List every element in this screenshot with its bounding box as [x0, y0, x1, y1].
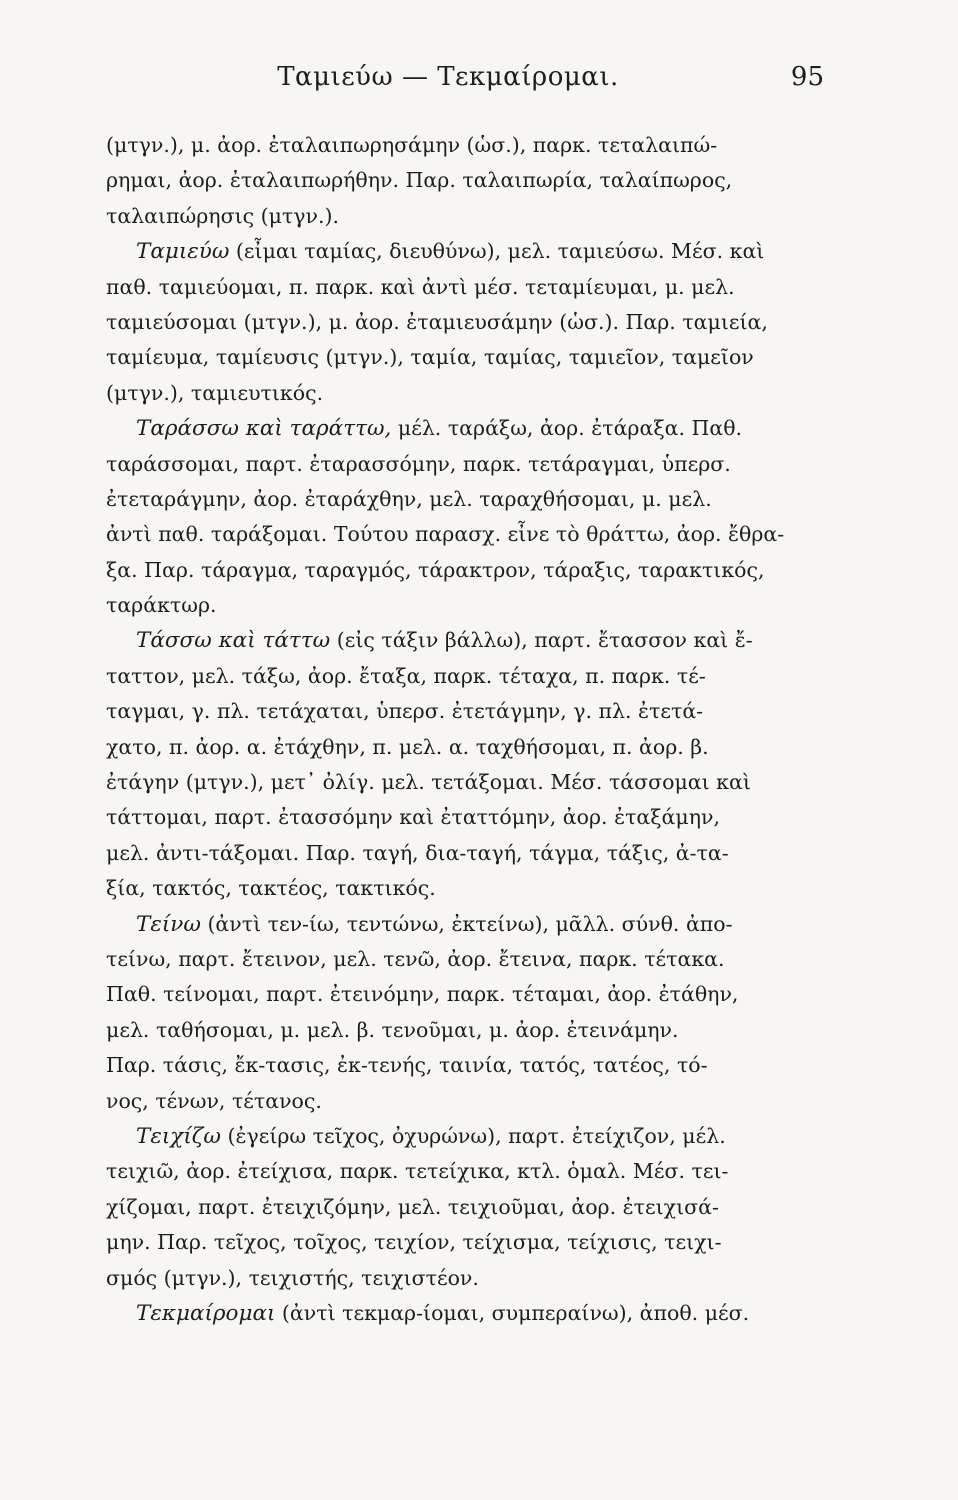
text-line: [106, 836, 790, 871]
text-line: [106, 447, 790, 482]
line-text: ταλαιπώρησις (μτγν.).: [106, 203, 340, 228]
line-text: μελ. ἀντι-τάξομαι. Παρ. ταγή, δια-ταγή, τάγμα, τάξις, ἀ-τα-: [106, 840, 729, 865]
line-text: Παθ. τείνομαι, παρτ. ἐτεινόμην, παρκ. τέταμαι, ἀορ. ἐτάθην,: [106, 982, 739, 1007]
text-line: [106, 1154, 790, 1189]
line-text: μελ. ταθήσομαι, μ. μελ. β. τενοῦμαι, μ. ἀορ. ἐτεινάμην.: [106, 1017, 679, 1042]
text-line: [106, 1296, 790, 1331]
text-line: [106, 800, 790, 835]
line-text: μην. Παρ. τεῖχος, τοῖχος, τειχίον, τείχισμα, τείχισις, τειχι-: [106, 1230, 722, 1255]
text-line: [106, 765, 790, 800]
line-text: ἀντὶ παθ. ταράξομαι. Τούτου παρασχ. εἶνε τὸ θράττω, ἀορ. ἔθρα-: [106, 522, 785, 547]
text-line: [106, 376, 790, 411]
text-line: [106, 588, 790, 623]
line-text: ταράσσομαι, παρτ. ἐταρασσόμην, παρκ. τετάραγμαι, ὑπερσ.: [106, 451, 731, 476]
entry-headword: Τάσσω καὶ τάττω: [136, 628, 331, 654]
entry-headword: Τείνω: [136, 911, 201, 937]
line-text: ἐτεταράγμην, ἀορ. ἐταράχθην, μελ. ταραχθήσομαι, μ. μελ.: [106, 486, 712, 511]
text-line: [106, 694, 790, 729]
text-line: [106, 128, 790, 163]
dictionary-text: [106, 128, 790, 1331]
text-line: [106, 1013, 790, 1048]
line-text: νος, τένων, τέτανος.: [106, 1088, 322, 1113]
text-line: [106, 517, 790, 552]
text-line: [106, 163, 790, 198]
text-line: [106, 907, 790, 942]
line-text: σμός (μτγν.), τειχιστής, τειχιστέον.: [106, 1265, 479, 1290]
line-text: ξία, τακτός, τακτέος, τακτικός.: [106, 876, 436, 901]
line-text: ταράκτωρ.: [106, 593, 217, 618]
text-line: [106, 871, 790, 906]
line-text: ξα. Παρ. τάραγμα, ταραγμός, τάρακτρον, τάραξις, ταρακτικός,: [106, 557, 765, 582]
line-text: ταγμαι, γ. πλ. τετάχαται, ὑπερσ. ἐτετάγμην, γ. πλ. ἐτετά-: [106, 699, 704, 724]
text-line: [106, 1084, 790, 1119]
text-line: [106, 1225, 790, 1260]
line-text: (μτγν.), μ. ἀορ. ἐταλαιπωρησάμην (ὡσ.), παρκ. τεταλαιπώ-: [106, 133, 718, 157]
line-text: τειχιῶ, ἀορ. ἐτείχισα, παρκ. τετείχικα, κτλ. ὁμαλ. Μέσ. τει-: [106, 1159, 729, 1184]
text-line: [106, 977, 790, 1012]
text-line: [106, 1190, 790, 1225]
entry-headword: Ταμιεύω: [136, 239, 230, 265]
text-line: [106, 1119, 790, 1154]
line-text: (εἰς τάξιν βάλλω), παρτ. ἔτασσον καὶ ἔ-: [330, 628, 753, 653]
entry-headword: Τεκμαίρομαι: [136, 1300, 276, 1326]
text-line: [106, 270, 790, 305]
entry-headword: Τειχίζω: [136, 1123, 221, 1149]
line-text: Παρ. τάσις, ἔκ-τασις, ἐκ-τενής, ταινία, τατός, τατέος, τό-: [106, 1053, 708, 1078]
running-title: Ταμιεύω — Τεκμαίρομαι.: [277, 62, 619, 92]
line-text: ταττον, μελ. τάξω, ἀορ. ἔταξα, παρκ. τέταχα, π. παρκ. τέ-: [106, 663, 706, 688]
page-number: 95: [790, 62, 824, 92]
line-text: ταμίευμα, ταμίευσις (μτγν.), ταμία, ταμίας, ταμιεῖον, ταμεῖον: [106, 345, 754, 370]
line-text: παθ. ταμιεύομαι, π. παρκ. καὶ ἀντὶ μέσ. τεταμίευμαι, μ. μελ.: [106, 274, 735, 299]
line-text: χατο, π. ἀορ. α. ἐτάχθην, π. μελ. α. ταχθήσομαι, π. ἀορ. β.: [106, 734, 709, 759]
line-text: (ἐγείρω τεῖχος, ὀχυρώνω), παρτ. ἐτείχιζον, μέλ.: [220, 1123, 726, 1148]
text-line: [106, 234, 790, 269]
line-text: τείνω, παρτ. ἔτεινον, μελ. τενῶ, ἀορ. ἔτεινα, παρκ. τέτακα.: [106, 946, 725, 971]
entry-headword: Ταράσσω καὶ ταράττω,: [136, 416, 392, 442]
text-line: [106, 553, 790, 588]
text-line: [106, 482, 790, 517]
line-text: (εἶμαι ταμίας, διευθύνω), μελ. ταμιεύσω. Μέσ. καὶ: [229, 239, 765, 264]
text-line: [106, 411, 790, 446]
line-text: χίζομαι, παρτ. ἐτειχιζόμην, μελ. τειχιοῦμαι, ἀορ. ἐτειχισά-: [106, 1194, 719, 1219]
text-line: [106, 1048, 790, 1083]
text-line: [106, 305, 790, 340]
page-header: [106, 62, 824, 110]
line-text: (ἀντὶ τεκμαρ-ίομαι, συμπεραίνω), ἀποθ. μέσ.: [275, 1300, 750, 1325]
text-line: [106, 942, 790, 977]
line-text: (ἀντὶ τεν-ίω, τεντώνω, ἐκτείνω), μᾶλλ. σύνθ. ἀπο-: [200, 911, 733, 936]
text-line: [106, 1261, 790, 1296]
line-text: μέλ. ταράξω, ἀορ. ἐτάραξα. Παθ.: [391, 416, 743, 441]
line-text: ταμιεύσομαι (μτγν.), μ. ἀορ. ἐταμιευσάμην (ὡσ.). Παρ. ταμιεία,: [106, 309, 768, 334]
line-text: ρημαι, ἀορ. ἐταλαιπωρήθην. Παρ. ταλαιπωρία, ταλαίπωρος,: [106, 168, 733, 193]
text-line: [106, 623, 790, 658]
text-line: [106, 340, 790, 375]
line-text: τάττομαι, παρτ. ἐτασσόμην καὶ ἐταττόμην, ἀορ. ἐταξάμην,: [106, 805, 720, 830]
text-line: [106, 199, 790, 234]
line-text: ἐτάγην (μτγν.), μετ᾽ ὀλίγ. μελ. τετάξομαι. Μέσ. τάσσομαι καὶ: [106, 770, 751, 795]
text-line: [106, 730, 790, 765]
text-line: [106, 659, 790, 694]
line-text: (μτγν.), ταμιευτικός.: [106, 380, 324, 405]
